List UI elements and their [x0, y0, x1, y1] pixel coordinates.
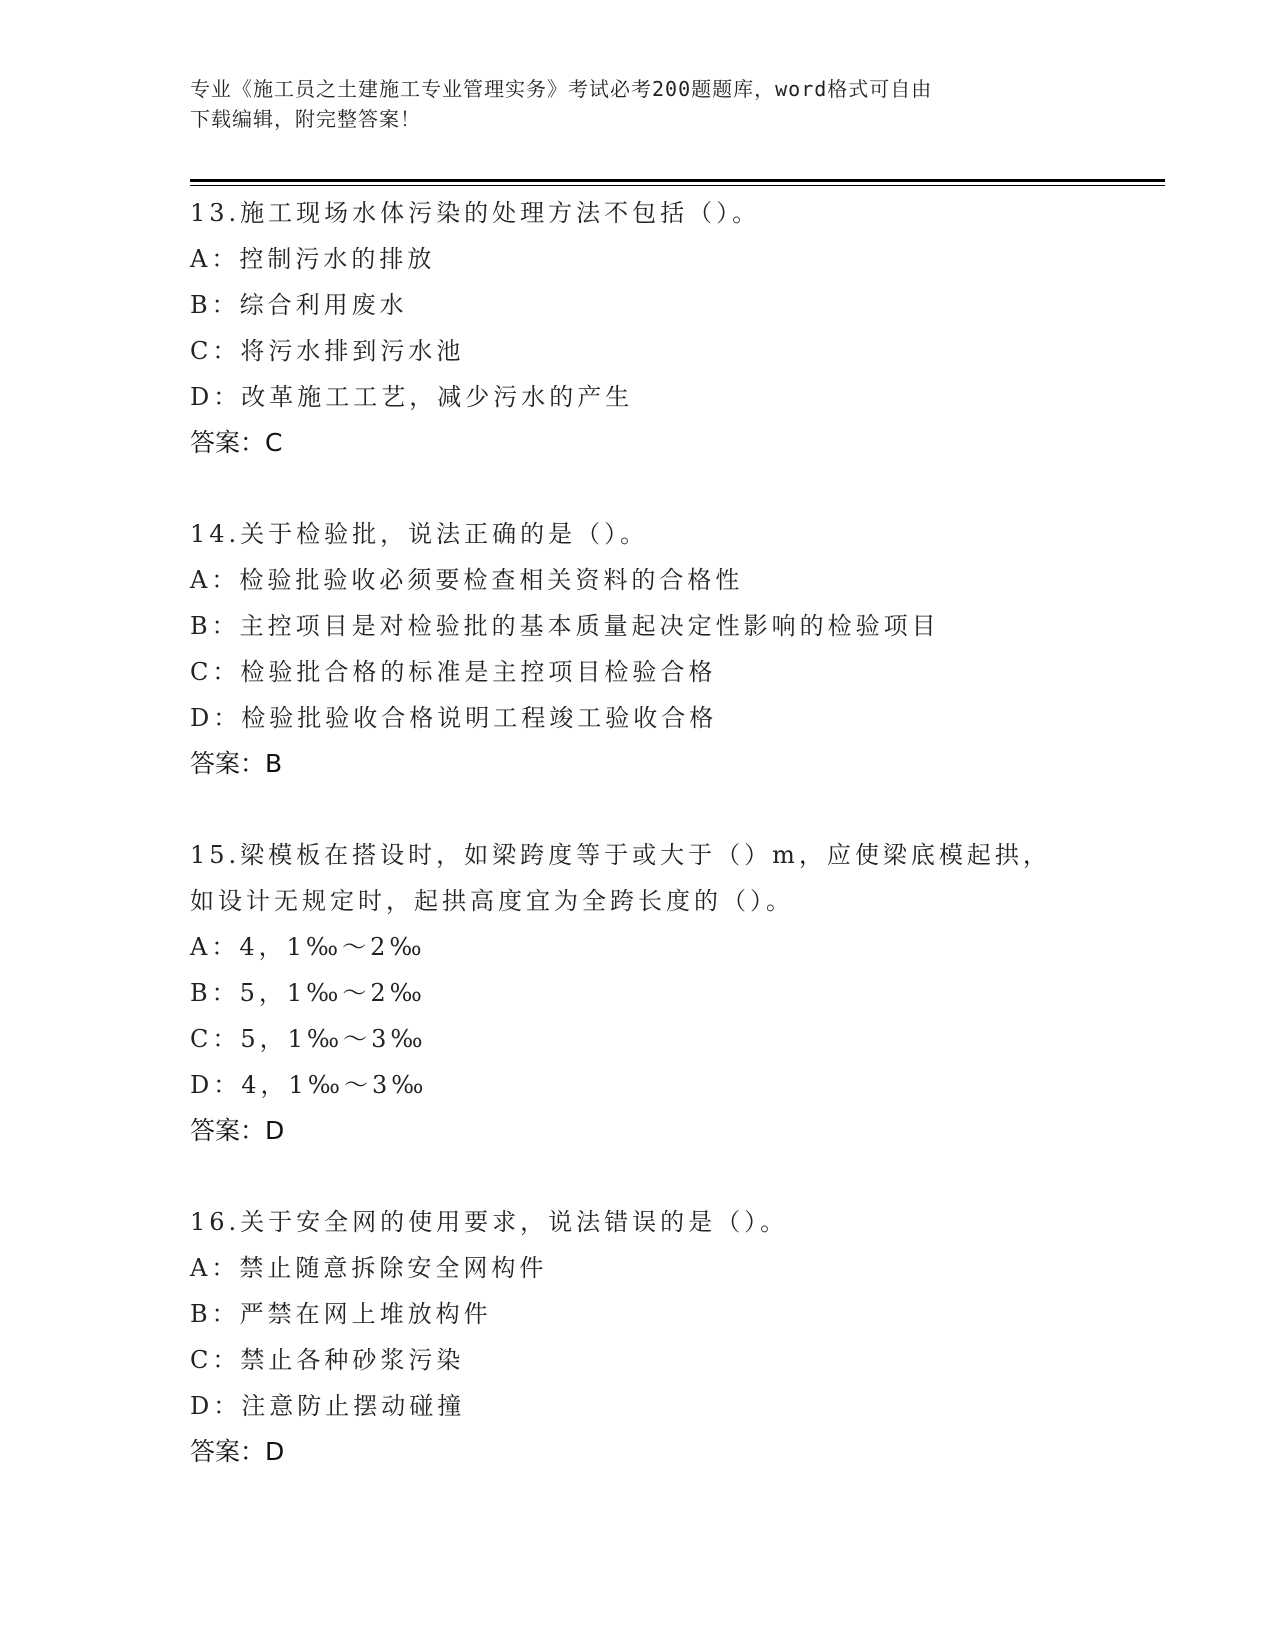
option-c: C：将污水排到污水池: [190, 337, 465, 365]
question-13: [190, 190, 1090, 466]
option-a: A：控制污水的排放: [190, 245, 436, 273]
option-b: B：综合利用废水: [190, 291, 408, 319]
question-16: [190, 1199, 1090, 1475]
answer-line: 答案：B: [190, 749, 283, 778]
question-14: [190, 511, 1090, 787]
question-stem: 13.施工现场水体污染的处理方法不包括（）。: [190, 199, 761, 227]
answer-line: 答案：C: [190, 428, 283, 457]
question-15: [190, 832, 1090, 1154]
option-c: C：禁止各种砂浆污染: [190, 1346, 465, 1374]
option-a: A：检验批验收必须要检查相关资料的合格性: [190, 566, 744, 594]
option-c: C：5，1‰～3‰: [190, 1025, 427, 1053]
option-d: D：4，1‰～3‰: [190, 1071, 428, 1099]
option-a: A：禁止随意拆除安全网构件: [190, 1254, 548, 1282]
header-line-1: 专业《施工员之土建施工专业管理实务》考试必考200题题库，word格式可自由: [190, 77, 933, 101]
question-list: [190, 190, 1090, 1520]
answer-line: 答案：D: [190, 1437, 285, 1466]
question-stem: 16.关于安全网的使用要求，说法错误的是（）。: [190, 1208, 789, 1236]
option-b: B：严禁在网上堆放构件: [190, 1300, 492, 1328]
option-a: A：4，1‰～2‰: [190, 933, 426, 961]
question-stem: 14.关于检验批，说法正确的是（）。: [190, 520, 649, 548]
question-stem-line-1: 15.梁模板在搭设时，如梁跨度等于或大于（）m，应使梁底模起拱，: [190, 841, 1051, 869]
option-b: B：主控项目是对检验批的基本质量起决定性影响的检验项目: [190, 612, 940, 640]
option-d: D：改革施工工艺，减少污水的产生: [190, 383, 634, 411]
header-divider-thick: [190, 179, 1165, 182]
header-line-2: 下载编辑，附完整答案！: [190, 107, 421, 131]
answer-line: 答案：D: [190, 1116, 285, 1145]
header-divider-thin: [190, 185, 1165, 186]
document-header: [190, 74, 1090, 134]
option-d: D：注意防止摆动碰撞: [190, 1392, 466, 1420]
option-d: D：检验批验收合格说明工程竣工验收合格: [190, 704, 718, 732]
option-c: C：检验批合格的标准是主控项目检验合格: [190, 658, 717, 686]
option-b: B：5，1‰～2‰: [190, 979, 426, 1007]
question-stem-line-2: 如设计无规定时，起拱高度宜为全跨长度的（）。: [190, 887, 794, 915]
